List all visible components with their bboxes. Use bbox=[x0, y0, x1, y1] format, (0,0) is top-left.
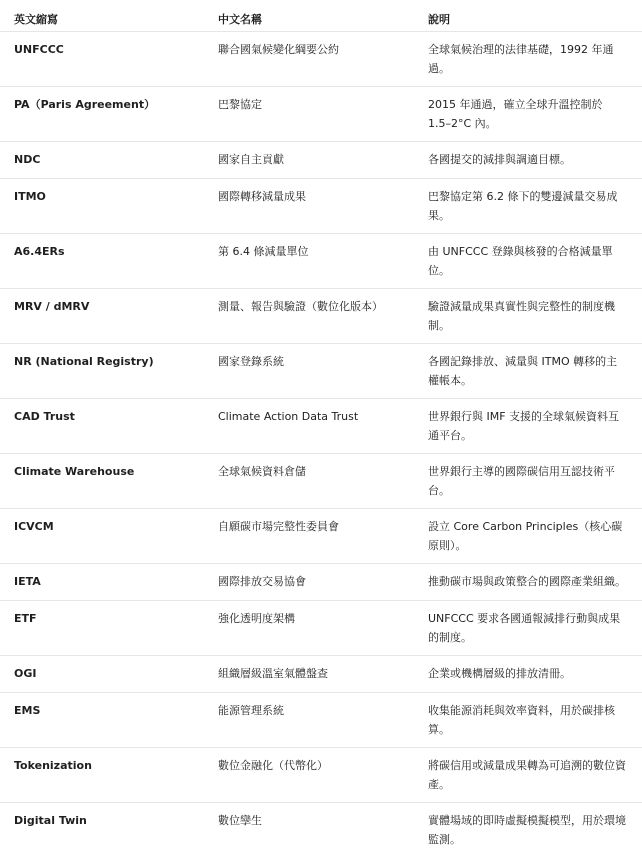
cell-description: 設立 Core Carbon Principles（核心碳原則）。 bbox=[428, 520, 623, 552]
cell-description: 世界銀行主導的國際碳信用互認技術平台。 bbox=[428, 465, 615, 497]
table-row bbox=[0, 693, 642, 748]
cell-zh-name: 數位金融化（代幣化） bbox=[218, 759, 328, 772]
cell-zh-name: 聯合國氣候變化綱要公約 bbox=[218, 43, 339, 56]
table-row bbox=[0, 601, 642, 656]
cell-description: 全球氣候治理的法律基礎，1992 年通過。 bbox=[428, 43, 614, 75]
table-row bbox=[0, 289, 642, 344]
header-zh-name: 中文名稱 bbox=[218, 13, 262, 26]
cell-abbr: Digital Twin bbox=[14, 814, 87, 827]
cell-description: 世界銀行與 IMF 支援的全球氣候資料互通平台。 bbox=[428, 410, 620, 442]
table-row bbox=[0, 399, 642, 454]
cell-zh-name: 國際排放交易協會 bbox=[218, 575, 306, 588]
cell-abbr: ICVCM bbox=[14, 520, 54, 533]
cell-zh-name: Climate Action Data Trust bbox=[218, 410, 359, 423]
cell-description: 各國記錄排放、減量與 ITMO 轉移的主權帳本。 bbox=[428, 355, 618, 387]
table-row bbox=[0, 179, 642, 234]
table-row bbox=[0, 803, 642, 858]
cell-zh-name: 強化透明度架構 bbox=[218, 612, 295, 625]
table-row bbox=[0, 509, 642, 564]
cell-abbr: ITMO bbox=[14, 190, 46, 203]
cell-abbr: UNFCCC bbox=[14, 43, 64, 56]
cell-zh-name: 數位孿生 bbox=[218, 814, 262, 827]
table-row bbox=[0, 454, 642, 509]
cell-zh-name: 第 6.4 條減量單位 bbox=[218, 245, 309, 258]
cell-abbr: CAD Trust bbox=[14, 410, 75, 423]
cell-abbr: PA（Paris Agreement） bbox=[14, 98, 156, 111]
cell-description: 各國提交的減排與調適目標。 bbox=[428, 153, 571, 166]
cell-description: 企業或機構層級的排放清冊。 bbox=[428, 667, 571, 680]
cell-description: 收集能源消耗與效率資料，用於碳排核算。 bbox=[428, 704, 615, 736]
table-row bbox=[0, 748, 642, 803]
cell-abbr: EMS bbox=[14, 704, 41, 717]
cell-abbr: Climate Warehouse bbox=[14, 465, 135, 478]
cell-zh-name: 測量、報告與驗證（數位化版本） bbox=[218, 300, 383, 313]
cell-zh-name: 自願碳市場完整性委員會 bbox=[218, 520, 339, 533]
cell-abbr: NR (National Registry) bbox=[14, 355, 154, 368]
table-header-row bbox=[0, 0, 642, 32]
cell-zh-name: 國際轉移減量成果 bbox=[218, 190, 306, 203]
cell-abbr: ETF bbox=[14, 612, 37, 625]
cell-description: 實體場域的即時虛擬模擬模型，用於環境監測。 bbox=[428, 814, 626, 846]
table-row bbox=[0, 87, 642, 142]
cell-description: 驗證減量成果真實性與完整性的制度機制。 bbox=[428, 300, 615, 332]
cell-zh-name: 國家登錄系統 bbox=[218, 355, 284, 368]
cell-description: 推動碳市場與政策整合的國際產業組織。 bbox=[428, 575, 626, 588]
cell-description: 巴黎協定第 6.2 條下的雙邊減量交易成果。 bbox=[428, 190, 618, 222]
cell-abbr: IETA bbox=[14, 575, 41, 588]
table-row bbox=[0, 564, 642, 601]
cell-description: 由 UNFCCC 登錄與核發的合格減量單位。 bbox=[428, 245, 613, 277]
cell-abbr: NDC bbox=[14, 153, 41, 166]
cell-description: UNFCCC 要求各國通報減排行動與成果的制度。 bbox=[428, 612, 621, 644]
cell-abbr: OGI bbox=[14, 667, 37, 680]
cell-zh-name: 能源管理系統 bbox=[218, 704, 284, 717]
cell-abbr: A6.4ERs bbox=[14, 245, 65, 258]
cell-description: 2015 年通過，確立全球升溫控制於 1.5–2°C 內。 bbox=[428, 98, 603, 130]
table-row bbox=[0, 344, 642, 399]
cell-zh-name: 巴黎協定 bbox=[218, 98, 262, 111]
table-row bbox=[0, 32, 642, 87]
cell-zh-name: 組織層級溫室氣體盤查 bbox=[218, 667, 328, 680]
cell-zh-name: 全球氣候資料倉儲 bbox=[218, 465, 306, 478]
table-row bbox=[0, 656, 642, 693]
table-row bbox=[0, 234, 642, 289]
table-row bbox=[0, 142, 642, 179]
cell-zh-name: 國家自主貢獻 bbox=[218, 153, 284, 166]
header-description: 說明 bbox=[428, 13, 450, 26]
cell-abbr: Tokenization bbox=[14, 759, 92, 772]
cell-abbr: MRV / dMRV bbox=[14, 300, 90, 313]
header-abbr: 英文縮寫 bbox=[14, 13, 58, 26]
cell-description: 將碳信用或減量成果轉為可追溯的數位資產。 bbox=[428, 759, 626, 791]
